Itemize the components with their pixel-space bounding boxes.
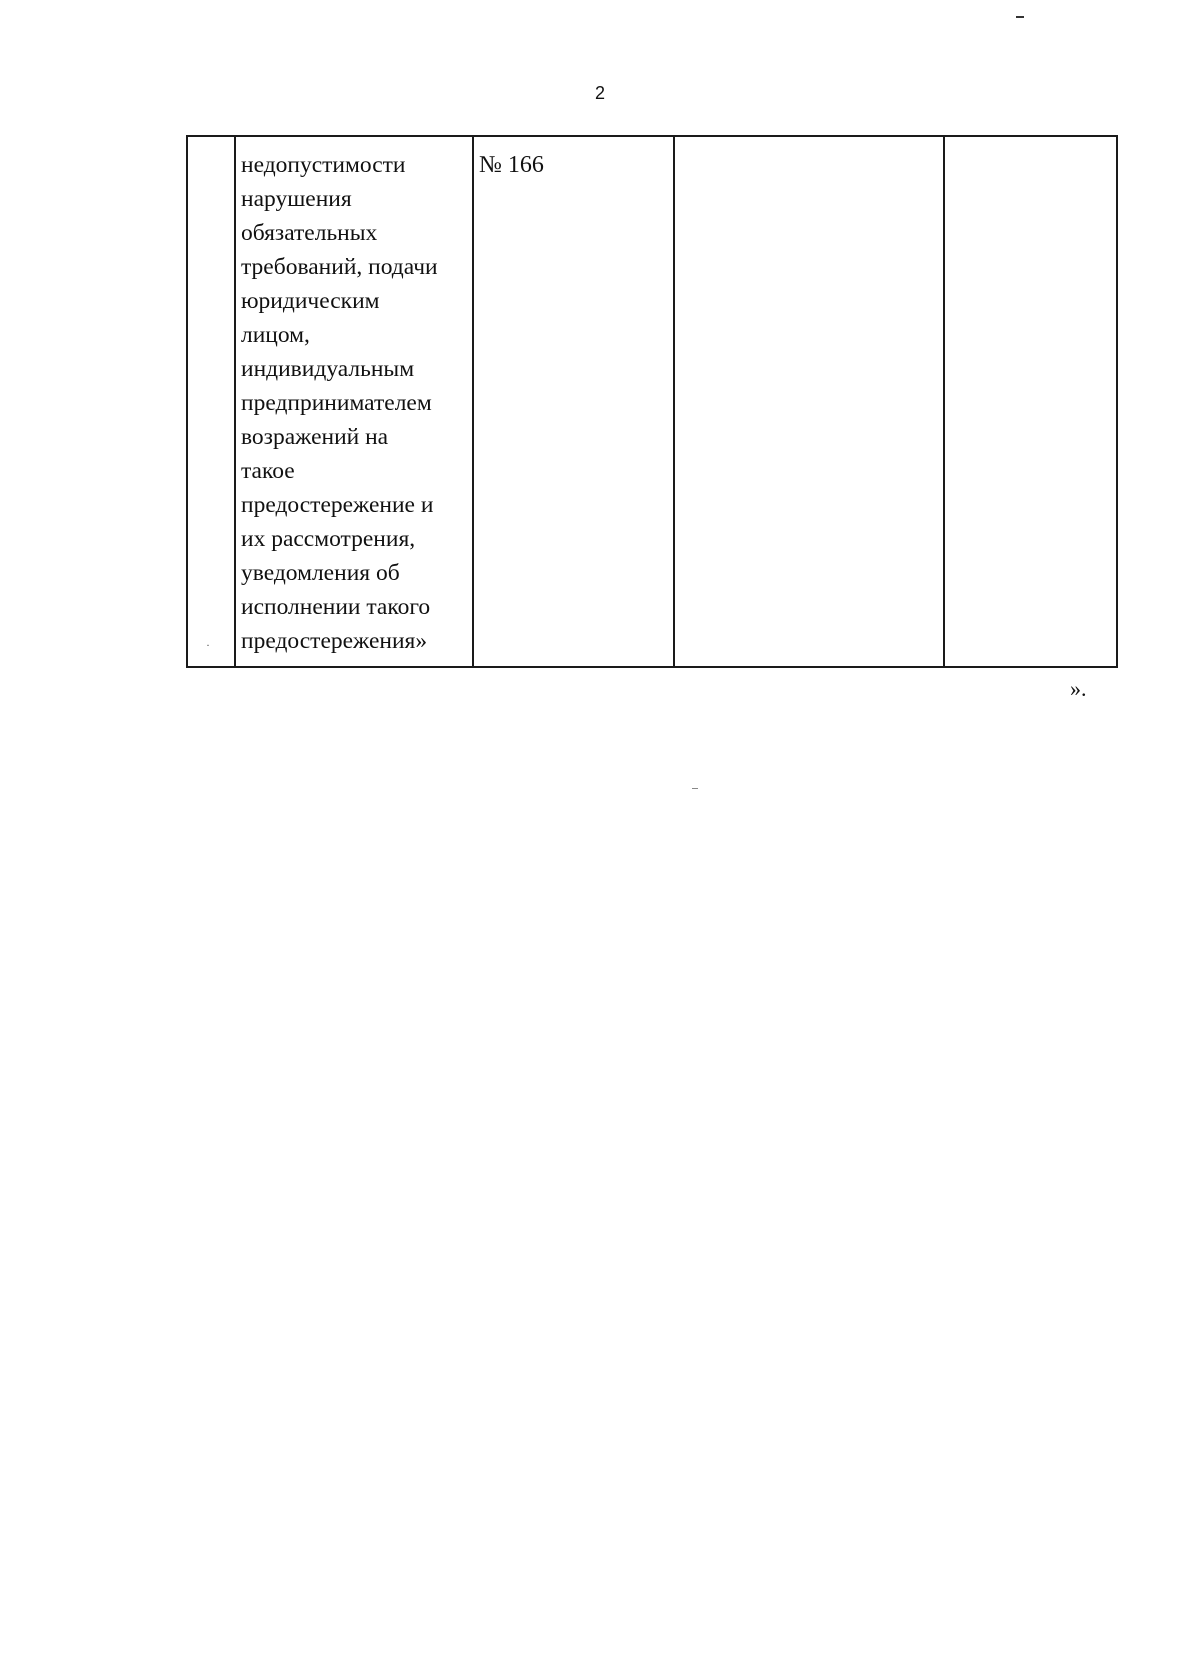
page-number: 2 bbox=[594, 83, 605, 103]
table-cell-number bbox=[473, 136, 674, 667]
scan-artifact-dash bbox=[1016, 16, 1024, 18]
description-text: недопустимости нарушения обязательных требований, подачи юридическим лицом, индивидуальным предпринимателем возражений на такое предостережение и их рассмотрения, уведомления об исполнении такого предостережения» bbox=[241, 152, 438, 654]
table-cell-index bbox=[187, 136, 235, 667]
scan-artifact-dot: · bbox=[206, 638, 210, 652]
scan-artifact-speck bbox=[692, 788, 698, 789]
table-cell-empty-5 bbox=[944, 136, 1117, 667]
table-cell-empty-4 bbox=[674, 136, 944, 667]
reference-number: № 166 bbox=[479, 152, 544, 178]
closing-quote-mark: ». bbox=[1070, 676, 1087, 701]
table-row bbox=[187, 136, 1117, 667]
table-cell-description bbox=[235, 136, 473, 667]
document-table bbox=[186, 135, 1118, 668]
